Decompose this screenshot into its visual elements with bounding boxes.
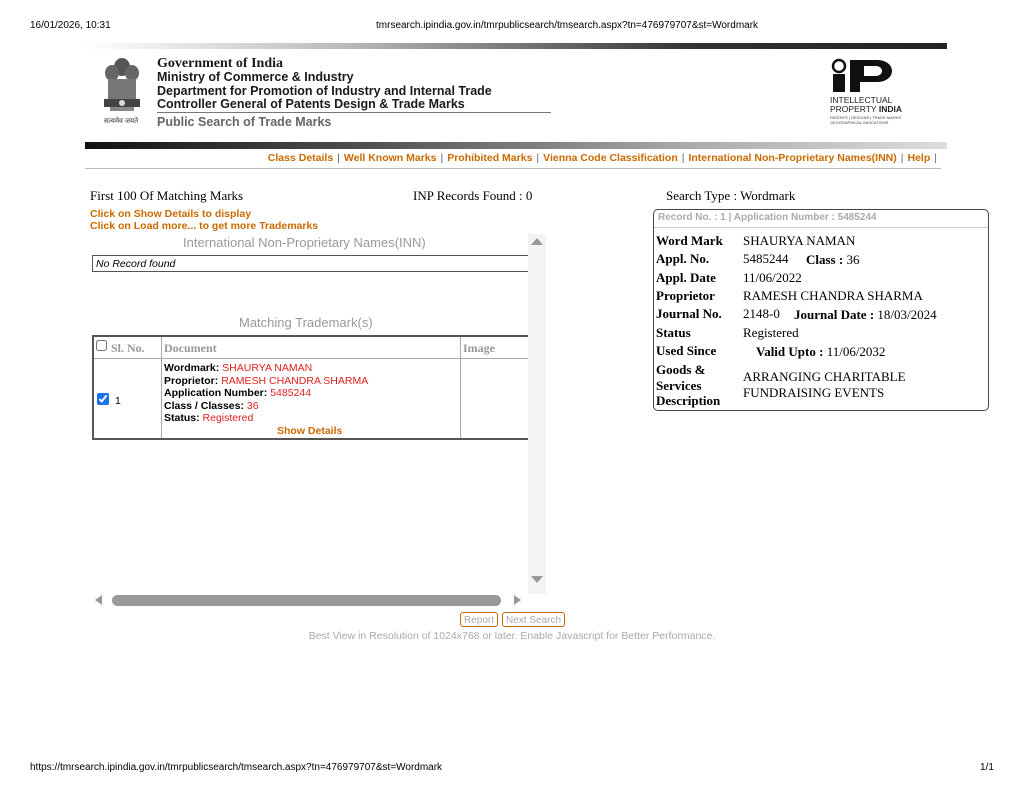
appno-label: Application Number: (164, 387, 268, 400)
table-col-divider (161, 337, 162, 438)
department-line: Department for Promotion of Industry and Internal Trade (157, 84, 492, 98)
ip-logo-line2b: INDIA (878, 104, 902, 114)
ip-logo-icon (830, 58, 892, 94)
search-type: Search Type : Wordmark (666, 188, 796, 203)
header-top-bar (85, 43, 947, 49)
journal-no-key: Journal No. (656, 306, 722, 321)
goods-key-line3: Description (656, 393, 721, 408)
controller-line: Controller General of Patents Design & Trade Marks (157, 97, 465, 111)
wordmark-value: SHAURYA NAMAN (222, 362, 313, 374)
inn-section-title: International Non-Proprietary Names(INN) (183, 235, 426, 250)
appno-value: 5485244 (270, 387, 312, 400)
inp-records-found: INP Records Found : 0 (413, 188, 533, 203)
report-button[interactable]: Report (460, 612, 498, 627)
row-sl-number: 1 (115, 395, 121, 407)
print-url: tmrsearch.ipindia.gov.in/tmrpublicsearch/tmsearch.aspx?tn=476979707&st=Wordmark (376, 20, 759, 31)
class-value: 36 (246, 399, 259, 412)
wordmark-label: Wordmark: (164, 362, 220, 374)
scroll-up-icon[interactable] (531, 238, 543, 245)
table-row (164, 362, 368, 425)
ministry-line: Ministry of Commerce & Industry (157, 70, 354, 84)
record-header-rule (654, 227, 988, 228)
valid-upto-key: Valid Upto : (756, 344, 824, 359)
goods-key-line1: Goods & (656, 362, 706, 377)
top-navigation (85, 149, 941, 169)
row-select-checkbox[interactable] (97, 393, 109, 405)
word-mark-key: Word Mark (656, 233, 723, 248)
goods-services-key (656, 362, 720, 409)
footer-url: https://tmrsearch.ipindia.gov.in/tmrpublicsearch/tmsearch.aspx?tn=476979707&st=Wordmark (30, 762, 443, 773)
word-mark-value: SHAURYA NAMAN (743, 233, 856, 248)
nav-help[interactable]: Help (907, 152, 931, 164)
valid-upto-value: 11/06/2032 (823, 344, 886, 359)
goods-value-line2: FUNDRAISING EVENTS (743, 384, 885, 400)
scroll-thumb[interactable] (112, 595, 501, 606)
status-key: Status (656, 325, 691, 340)
inn-no-record: No Record found (92, 255, 528, 272)
table-col-divider (460, 337, 461, 438)
show-details-link[interactable]: Show Details (277, 425, 343, 437)
print-datetime: 16/01/2026, 10:31 (30, 20, 111, 31)
ip-logo-line3: PATENTS | DESIGNS | TRADE MARKS (830, 115, 902, 120)
ip-logo-line2a: PROPERTY (830, 104, 879, 114)
ip-india-logo (828, 58, 928, 126)
col-sl-no: Sl. No. (111, 341, 145, 355)
nav-inn[interactable]: International Non-Proprietary Names(INN) (688, 152, 897, 164)
nav-separator: | (337, 152, 340, 164)
nav-prohibited-marks[interactable]: Prohibited Marks (447, 152, 533, 164)
nav-separator: | (900, 152, 904, 164)
matching-section-title: Matching Trademark(s) (239, 315, 373, 330)
ip-logo-line4: GEOGRAPHICAL INDICATIONS (830, 120, 889, 125)
national-emblem-icon (98, 53, 146, 127)
scroll-left-icon[interactable] (95, 595, 102, 605)
proprietor-value: RAMESH CHANDRA SHARMA (221, 374, 369, 387)
ip-logo-line1: INTELLECTUAL (830, 95, 893, 105)
horizontal-scrollbar[interactable] (92, 592, 528, 609)
emblem-caption: सत्यमेव जयते (104, 118, 139, 125)
goods-value-line1: ARRANGING CHARITABLE (743, 369, 906, 384)
best-view-note: Best View in Resolution of 1024x768 or later. Enable Javascript for Better Performance. (308, 630, 716, 642)
scroll-right-icon[interactable] (514, 595, 521, 605)
class-value-detail: 36 (843, 252, 860, 267)
status-value: Registered (202, 412, 254, 425)
proprietor-value-detail: RAMESH CHANDRA SHARMA (743, 288, 923, 303)
hint-load-more: Click on Load more... to get more Trademarks (90, 220, 319, 232)
gov-title: Government of India (157, 56, 283, 71)
nav-class-details[interactable]: Class Details (267, 152, 334, 164)
nav-separator: | (440, 152, 444, 164)
class-key: Class : (806, 252, 844, 267)
table-header-rule (94, 358, 528, 359)
nav-separator: | (681, 152, 685, 164)
footer-page: 1/1 (980, 762, 994, 773)
journal-date-value: 18/03/2024 (874, 307, 937, 322)
header-rule (157, 112, 551, 113)
status-label: Status: (164, 412, 200, 425)
first-100-label: First 100 Of Matching Marks (90, 188, 244, 203)
used-since-key: Used Since (656, 343, 717, 358)
proprietor-label: Proprietor: (164, 374, 219, 387)
hint-show-details: Click on Show Details to display (90, 208, 252, 220)
goods-services-value (743, 369, 906, 400)
col-image: Image (463, 341, 495, 355)
appl-date-key: Appl. Date (656, 270, 716, 285)
appl-date-value: 11/06/2022 (743, 270, 802, 285)
appl-no-key: Appl. No. (656, 251, 710, 266)
nav-separator: | (934, 152, 937, 164)
col-document: Document (164, 341, 217, 355)
class-label: Class / Classes: (164, 399, 244, 412)
journal-no-value: 2148-0 (743, 306, 780, 321)
site-subtitle: Public Search of Trade Marks (157, 115, 332, 129)
nav-separator: | (536, 152, 540, 164)
proprietor-key: Proprietor (656, 288, 715, 303)
select-all-checkbox[interactable] (96, 340, 107, 351)
goods-key-line2: Services (656, 377, 702, 393)
nav-well-known-marks[interactable]: Well Known Marks (343, 152, 437, 164)
record-header: Record No. : 1 | Application Number : 5485244 (658, 212, 877, 223)
journal-date-key: Journal Date : (794, 307, 875, 322)
status-value-detail: Registered (743, 325, 799, 340)
nav-vienna-code[interactable]: Vienna Code Classification (543, 152, 678, 164)
vertical-scrollbar[interactable] (528, 234, 546, 594)
next-search-button[interactable]: Next Search (502, 612, 565, 627)
header-bottom-bar (85, 142, 947, 149)
appl-no-value: 5485244 (743, 251, 789, 266)
scroll-down-icon[interactable] (531, 576, 543, 583)
